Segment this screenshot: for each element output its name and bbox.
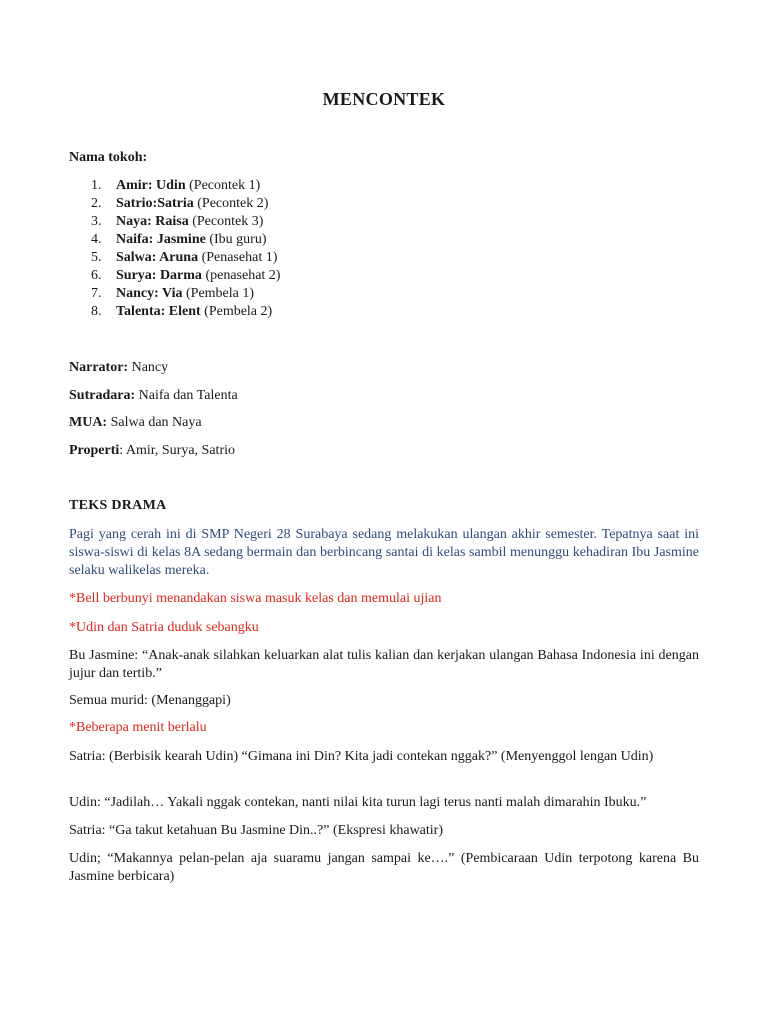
dialogue-line: Udin; “Makannya pelan-pelan aja suaramu jangan sampai ke….” (Pembicaraan Udin terpotong karena Bu Jasmine berbicara) — [69, 851, 699, 884]
cast-number: 7. — [91, 286, 102, 301]
cast-name: Amir: Udin — [116, 178, 186, 193]
dialogue-line: Udin: “Jadilah… Yakali nggak contekan, nanti nilai kita turun lagi terus nanti malah dimarahin Ibuku.” — [69, 795, 647, 810]
cast-number: 8. — [91, 304, 102, 319]
cast-number: 1. — [91, 178, 102, 193]
cast-role: (Pembela 1) — [182, 286, 255, 301]
dialogue-line: Bu Jasmine: “Anak-anak silahkan keluarkan alat tulis kalian dan kerjakan ulangan Bahasa Indonesia ini dengan jujur dan tertib.” — [69, 648, 699, 681]
crew-label: Sutradara: — [69, 388, 136, 403]
dialogue-line: Satria: “Ga takut ketahuan Bu Jasmine Din..?” (Ekspresi khawatir) — [69, 823, 443, 838]
cast-number: 6. — [91, 268, 102, 283]
cast-number: 2. — [91, 196, 102, 211]
cast-item — [69, 231, 280, 249]
crew-label: Narrator: — [69, 360, 129, 375]
cast-item — [69, 303, 280, 321]
cast-item — [69, 249, 280, 267]
cast-name: Naifa: Jasmine — [116, 232, 206, 247]
dialogue-line: Satria: (Berbisik kearah Udin) “Gimana ini Din? Kita jadi contekan nggak?” (Menyenggol lengan Udin) — [69, 749, 654, 764]
cast-number: 3. — [91, 214, 102, 229]
dialogue-line: Semua murid: (Menanggapi) — [69, 693, 231, 708]
cast-name: Satrio:Satria — [116, 196, 194, 211]
cast-name: Salwa: Aruna — [116, 250, 199, 265]
crew-director — [69, 388, 238, 404]
stage-direction: *Bell berbunyi menandakan siswa masuk kelas dan memulai ujian — [69, 591, 442, 606]
cast-item — [69, 285, 280, 303]
cast-role: (Pecontek 3) — [188, 214, 264, 229]
crew-property — [69, 443, 235, 459]
cast-role: (Pembela 2) — [200, 304, 273, 319]
cast-list — [69, 177, 280, 321]
stage-direction: *Beberapa menit berlalu — [69, 720, 207, 735]
cast-role: (Pecontek 1) — [185, 178, 261, 193]
cast-number: 4. — [91, 232, 102, 247]
crew-label: Properti — [69, 443, 120, 458]
crew-label: MUA: — [69, 415, 108, 430]
crew-mua — [69, 415, 202, 431]
crew-value: Naifa dan Talenta — [135, 388, 238, 403]
cast-item — [69, 177, 280, 195]
cast-heading: Nama tokoh: — [69, 150, 148, 165]
cast-name: Surya: Darma — [116, 268, 202, 283]
crew-value: Salwa dan Naya — [107, 415, 202, 430]
narration-paragraph: Pagi yang cerah ini di SMP Negeri 28 Surabaya sedang melakukan ulangan akhir semester. Tepatnya saat ini siswa-siswi di kelas 8A sedang bermain dan berbincang santai di kelas sambil menunggu kehadiran Ibu Jasmine selaku walikelas mereka. — [69, 527, 699, 578]
cast-name: Naya: Raisa — [116, 214, 189, 229]
section-heading: TEKS DRAMA — [69, 498, 167, 513]
cast-role: (Pecontek 2) — [193, 196, 269, 211]
document-title: MENCONTEK — [322, 89, 446, 109]
cast-role: (Penasehat 1) — [198, 250, 278, 265]
cast-role: (Ibu guru) — [205, 232, 267, 247]
cast-item — [69, 195, 280, 213]
cast-name: Talenta: Elent — [116, 304, 201, 319]
cast-name: Nancy: Via — [116, 286, 183, 301]
crew-narrator — [69, 360, 168, 376]
cast-item — [69, 213, 280, 231]
cast-role: (penasehat 2) — [201, 268, 281, 283]
cast-number: 5. — [91, 250, 102, 265]
stage-direction: *Udin dan Satria duduk sebangku — [69, 620, 259, 635]
cast-item — [69, 267, 280, 285]
crew-value: : Amir, Surya, Satrio — [119, 443, 235, 458]
crew-value: Nancy — [128, 360, 169, 375]
